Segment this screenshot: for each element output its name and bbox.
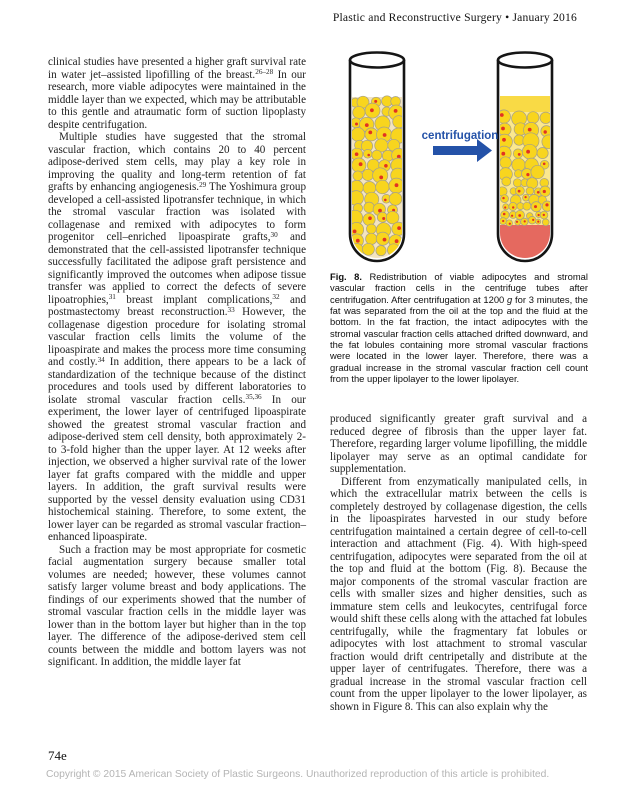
paragraph bbox=[48, 56, 306, 131]
text-segment: and demonstrated that the cell-assisted lipotransfer technique successfully facilitated the adipose graft persistence and significantly improved the outcomes when adipose tissue transfer was applied to correct the defects of severe lipoatrophies, bbox=[48, 231, 306, 306]
reference-superscript: 35,36 bbox=[245, 393, 262, 402]
reference-superscript: 34 bbox=[97, 355, 105, 364]
page-number: 74e bbox=[48, 748, 67, 763]
centrifugation-arrow-label: centrifugation bbox=[421, 130, 499, 142]
left-text-column bbox=[48, 56, 306, 669]
reference-superscript: 26–28 bbox=[255, 68, 274, 77]
text-segment: Multiple studies have suggested that the stromal vascular fraction, which contains 20 to 40 percent adipose-derived stem cells, may play a key role in improving the quality and long-term retention of fat grafts by enhancing angiogenesis. bbox=[48, 131, 306, 193]
text-segment: In our experiment, the lower layer of centrifuged lipoaspirate showed the greatest stromal vascular fraction and adipose-derived stem cell density, both approximately 2- to 3-fold higher than the upper layer. At 12 weeks after injection, we observed a higher survival rate of the lower layer fat grafts compared with the middle and upper layers. In addition, the graft survival results were supported by the vessel density evaluation using CD31 histochemical staining. Therefore, to some extent, the lower layer can be regarded as stromal vascular fraction–enhanced lipoaspirate. bbox=[48, 393, 307, 543]
text-segment: breast implant complications, bbox=[115, 293, 273, 306]
reference-superscript: 30 bbox=[270, 230, 278, 239]
text-segment: g bbox=[507, 293, 513, 305]
text-segment: In our research, more viable adipocytes were maintained in the middle layer than we expected, which may be attributable to this gentle and atraumatic form of suction lipoplasty despite centrifugation. bbox=[48, 68, 307, 131]
text-segment: However, the collagenase digestion procedure for isolating stromal vascular fraction cells limits the volume of the lipoaspirate and makes the process more time consuming and costly. bbox=[48, 306, 306, 368]
paragraph bbox=[330, 476, 587, 714]
right-text-column bbox=[330, 413, 587, 713]
reference-superscript: 29 bbox=[199, 180, 207, 189]
reference-superscript: 33 bbox=[227, 305, 235, 314]
paragraph bbox=[330, 413, 587, 476]
text-segment: produced significantly greater graft survival and a reduced degree of fibrosis than the upper layer fat. Therefore, regarding larger volume lipofilling, the middle lipolayer may serve as an optimal candidate for supplementation. bbox=[330, 413, 587, 475]
text-segment: Such a fraction may be most appropriate for cosmetic facial augmentation surgery because smaller total volumes are needed; however, these volumes cannot satisfy larger volume breast and body applications. The findings of our experiments showed that the number of stromal vascular fraction cells in the middle layer was lower than in the bottom layer but higher than in the top layer. The difference of the adipose-derived stem cell counts between the middle and bottom layers was not significant. In addition, the middle layer fat bbox=[48, 543, 306, 668]
centrifuge-tubes-illustration bbox=[330, 44, 588, 268]
text-segment: The Yoshimura group developed a cell-assisted lipotransfer technique, in which the stromal vascular fraction was isolated with collagenase and remixed with adipocytes to form progenitor cell–enriched lipoaspirate grafts, bbox=[48, 181, 306, 243]
text-segment: Redistribution of viable adipocytes and stromal vascular fraction cells in the centrifuge tubes after centrifugation. After centrifugation at 1200 bbox=[330, 271, 588, 305]
tube-before-centrifugation bbox=[347, 96, 406, 267]
text-segment: clinical studies have presented a higher graft survival rate in water jet–assisted lipofilling of the breast. bbox=[48, 56, 306, 81]
paragraph bbox=[48, 544, 306, 669]
figure-8 bbox=[330, 44, 588, 268]
text-segment: for 3 minutes, the fat was separated from the oil at the top and the fluid at the bottom. In the fat fraction, the intact adipocytes with the stromal vascular fraction cells attached drifted downward, and the fat lobules containing more stromal vascular fractions were located in the lower layer. Therefore, there was a gradual increase in the stromal vascular fraction cell count from the upper lipolayer to the lower lipolayer. bbox=[330, 293, 589, 385]
running-head: Plastic and Reconstructive Surgery • January 2016 bbox=[332, 11, 577, 24]
text-segment: Different from enzymatically manipulated cells, in which the extracellular matrix between the cells is completely destroyed by collagenase digestion, the cells in the lipoaspirates harvested in our study before centrifugation maintained a certain degree of cell-to-cell interaction and attachment (Fig. 4). With high-speed centrifugation, adipocytes were separated from the oil at the top and fluid at the bottom (Fig. 8). Because the major components of the stromal vascular fraction are cells with smaller sizes and higher densities, such as immature stem cells and leukocytes, centrifugal force would shift these cells along with the attached fat lobules centrifugally, while the fragmentary fat lobules or adipocytes with lost attachment to stromal vascular fraction would drift centripetally and distribute at the upper layer of centrifugates. Therefore, there was a gradual increase in the stromal vascular fraction cell count from the upper lipolayer to the lower lipolayer, as shown in Figure 8. This can also explain why the bbox=[330, 475, 587, 713]
centrifugation-arrow bbox=[433, 139, 492, 162]
copyright-line: Copyright © 2015 American Society of Plastic Surgeons. Unauthorized reproduction of this article is prohibited. bbox=[46, 769, 550, 780]
text-segment: In addition, there appears to be a lack of standardization of the technique because of the distinct procedures and tools used by different laboratories to isolate stromal vascular fraction cells. bbox=[48, 356, 306, 406]
text-segment: Fig. 8. bbox=[330, 271, 370, 282]
reference-superscript: 32 bbox=[272, 293, 280, 302]
paragraph bbox=[48, 131, 306, 544]
figure-caption bbox=[330, 271, 588, 384]
tube-after-centrifugation bbox=[497, 96, 556, 265]
text-segment: and postmastectomy breast reconstruction. bbox=[48, 293, 306, 318]
reference-superscript: 31 bbox=[108, 293, 116, 302]
